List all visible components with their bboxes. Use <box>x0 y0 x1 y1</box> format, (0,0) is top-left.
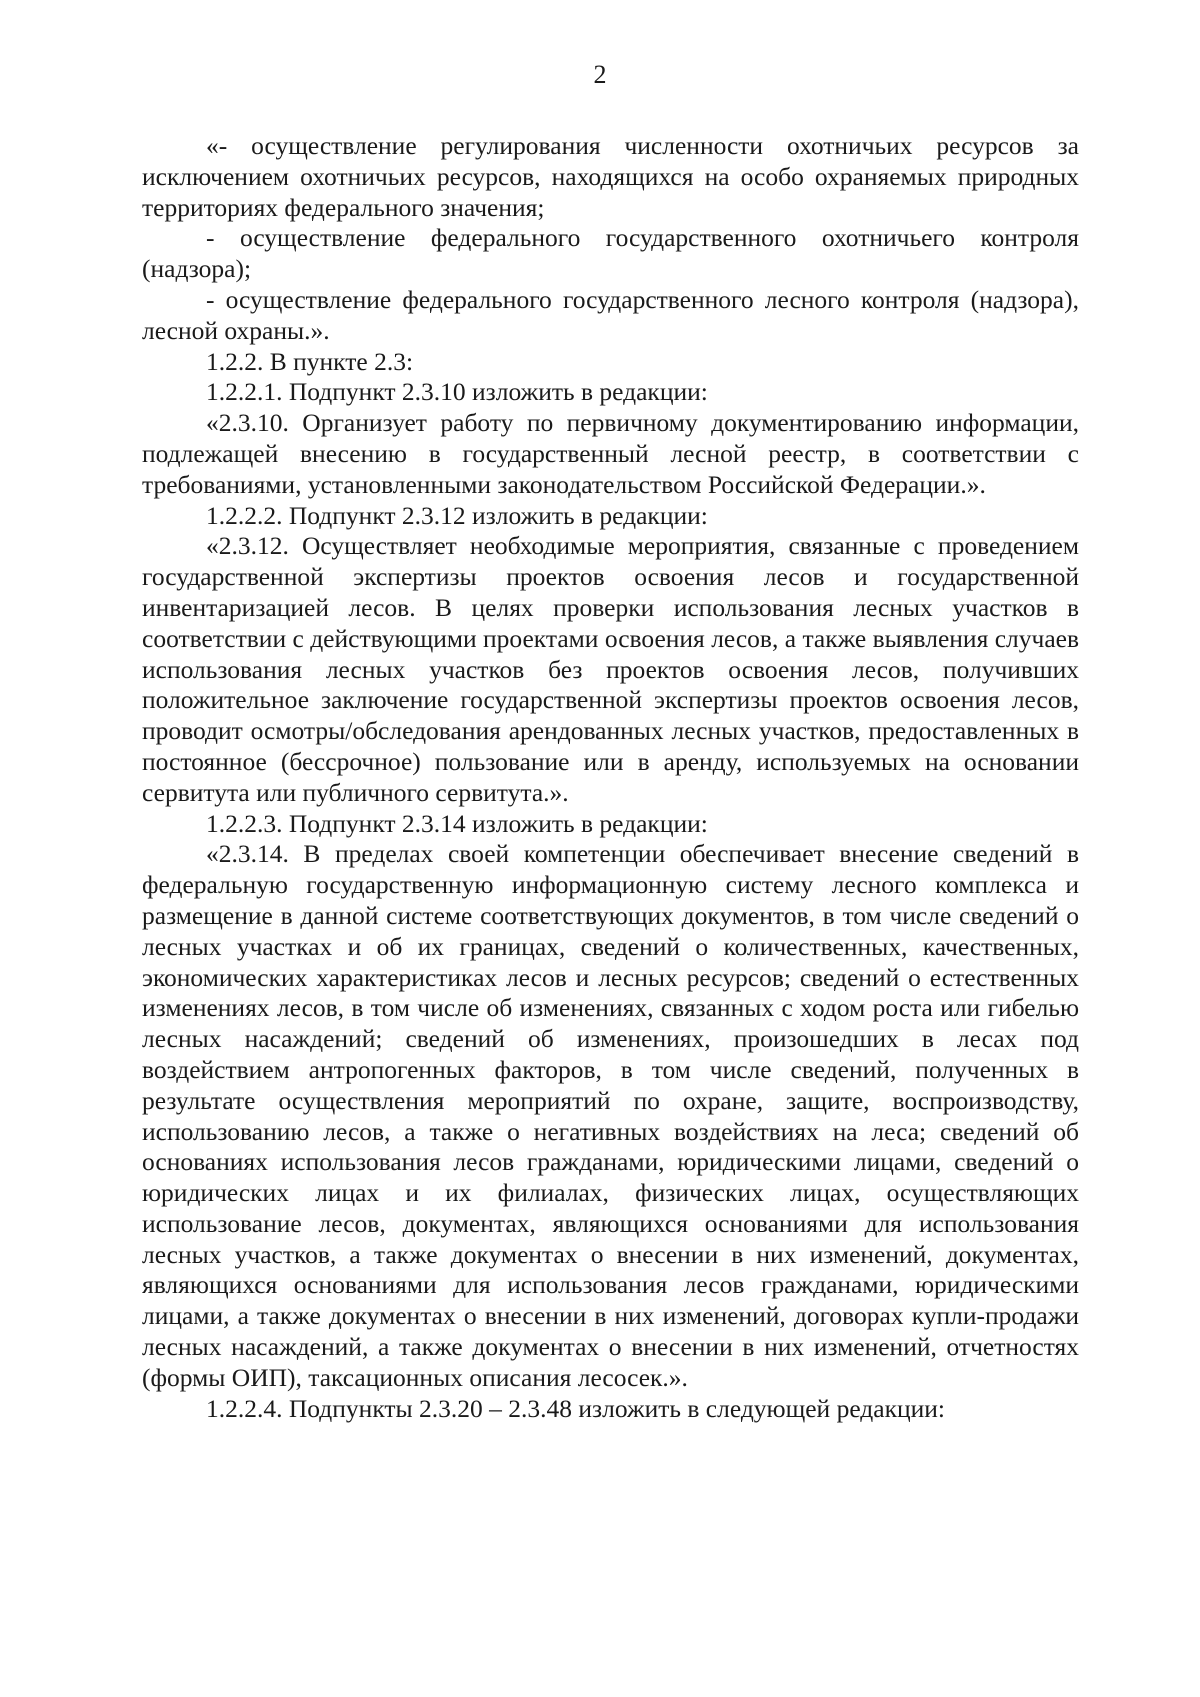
paragraph-clause-2-3-10: «2.3.10. Организует работу по первичному документированию информации, подлежащей внесению в государственный лесной реестр, в соответствии с требованиями, установленными законодательством Российской Федерации.». <box>142 408 1079 499</box>
page-number: 2 <box>593 60 607 89</box>
paragraph-hunting-control: - осуществление федерального государственного охотничьего контроля (надзора); <box>142 223 1079 284</box>
document-body <box>142 131 1079 1424</box>
paragraph-clause-2-3-12: «2.3.12. Осуществляет необходимые мероприятия, связанные с проведением государственной экспертизы проектов освоения лесов и государственной инвентаризацией лесов. В целях проверки использования лесных участков в соответствии с действующими проектами освоения лесов, а также выявления случаев использования лесных участков без проектов освоения лесов, получивших положительное заключение государственной экспертизы проектов освоения лесов, проводит осмотры/обследования арендованных лесных участков, предоставленных в постоянное (бессрочное) пользование или в аренду, используемых на основании сервитута или публичного сервитута.». <box>142 531 1079 807</box>
paragraph-hunting-regulation: «- осуществление регулирования численности охотничьих ресурсов за исключением охотничьих ресурсов, находящихся на особо охраняемых природных территориях федерального значения; <box>142 131 1079 222</box>
paragraph-item-1-2-2-3: 1.2.2.3. Подпункт 2.3.14 изложить в редакции: <box>206 808 708 838</box>
paragraph-item-1-2-2-4: 1.2.2.4. Подпункты 2.3.20 – 2.3.48 изложить в следующей редакции: <box>206 1393 946 1423</box>
paragraph-item-1-2-2-2: 1.2.2.2. Подпункт 2.3.12 изложить в редакции: <box>206 500 708 530</box>
paragraph-item-1-2-2: 1.2.2. В пункте 2.3: <box>206 346 414 376</box>
paragraph-forest-control: - осуществление федерального государственного лесного контроля (надзора), лесной охраны.». <box>142 284 1079 345</box>
paragraph-clause-2-3-14: «2.3.14. В пределах своей компетенции обеспечивает внесение сведений в федеральную государственную информационную систему лесного комплекса и размещение в данной системе соответствующих документов, в том числе сведений о лесных участках и об их границах, сведений о количественных, качественных, экономических характеристиках лесов и лесных ресурсов; сведений о естественных изменениях лесов, в том числе об изменениях, связанных с ходом роста или гибелью лесных насаждений; сведений об изменениях, произошедших в лесах под воздействием антропогенных факторов, в том числе сведений, полученных в результате осуществления мероприятий по охране, защите, воспроизводству, использованию лесов, а также о негативных воздействиях на леса; сведений об основаниях использования лесов гражданами, юридическими лицами, сведений о юридических лицах и их филиалах, физических лицах, осуществляющих использование лесов, документах, являющихся основаниями для использования лесных участков, а также документах о внесении в них изменений, документах, являющихся основаниями для использования лесов гражданами, юридическими лицами, а также документах о внесении в них изменений, договорах купли-продажи лесных насаждений, а также документах о внесении в них изменений, отчетностях (формы ОИП), таксационных описания лесосек.». <box>142 839 1079 1392</box>
paragraph-item-1-2-2-1: 1.2.2.1. Подпункт 2.3.10 изложить в редакции: <box>206 377 708 407</box>
